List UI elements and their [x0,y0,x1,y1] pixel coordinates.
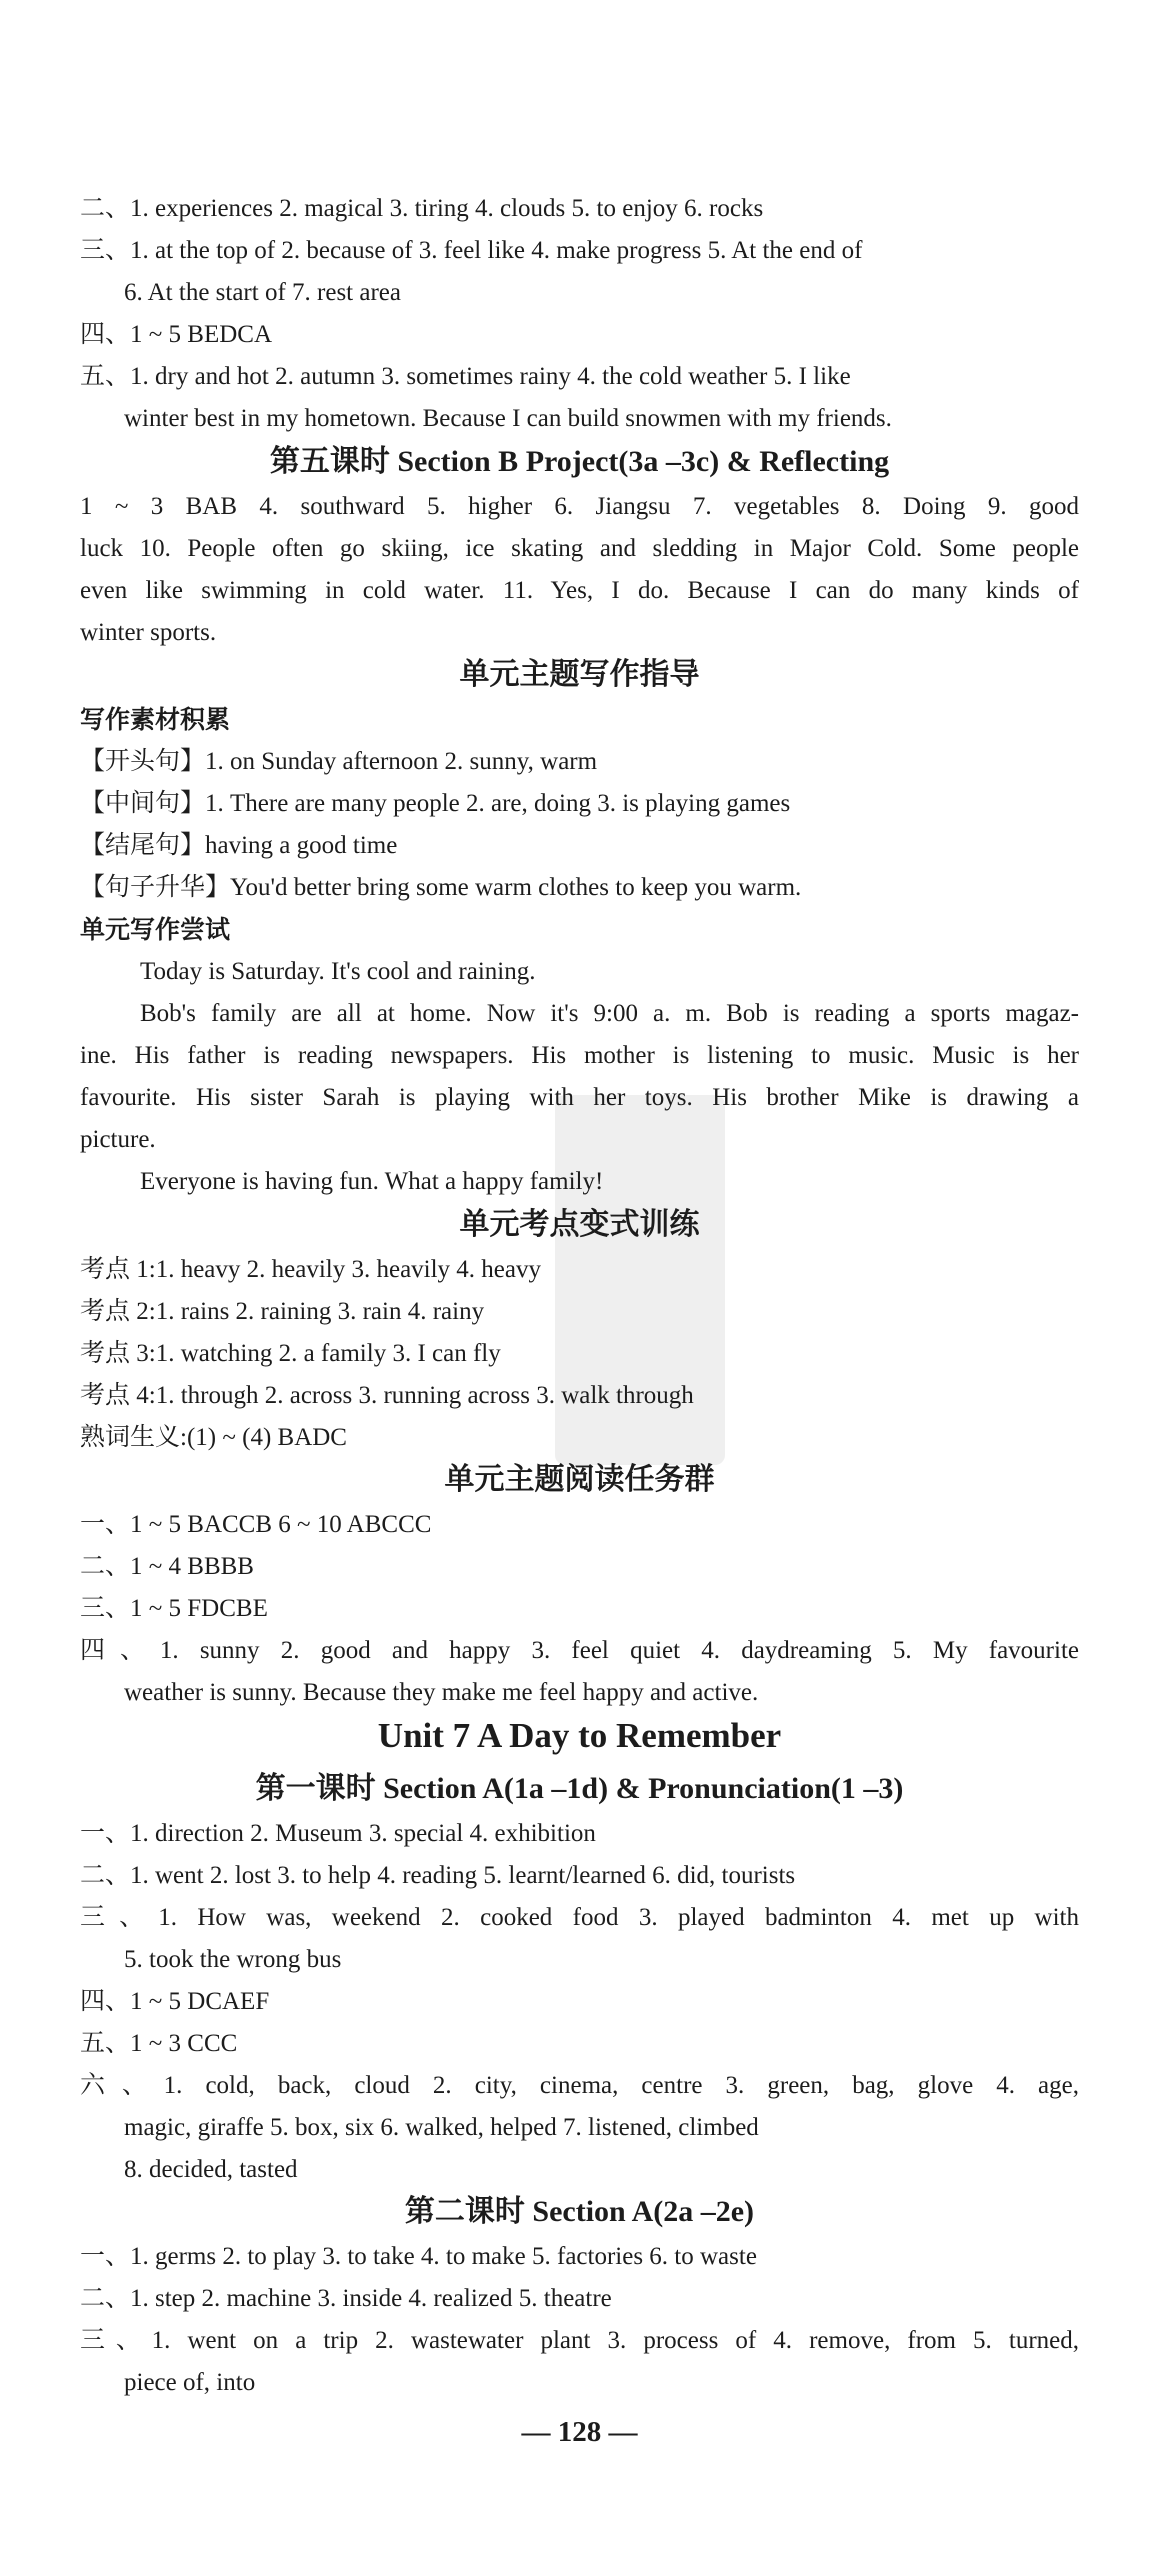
subsection-heading: 单元写作尝试 [80,915,231,944]
answer-line: 【开头句】1. on Sunday afternoon 2. sunny, warm [80,748,598,775]
answer-line: piece of, into [124,2369,256,2396]
answer-line: 一、1 ~ 5 BACCB 6 ~ 10 ABCCC [80,1511,432,1538]
answer-line: 一、1. direction 2. Museum 3. special 4. exhibition [80,1820,596,1847]
essay-line: picture. [80,1126,156,1153]
answer-line: 考点 3:1. watching 2. a family 3. I can fly [80,1340,501,1367]
section-heading: 第二课时 Section A(2a –2e) [404,2195,755,2228]
answer-line: 三、1 ~ 5 FDCBE [80,1595,268,1622]
answer-line: 四、1 ~ 5 BEDCA [80,321,273,348]
answer-line: 二、1. went 2. lost 3. to help 4. reading 5. learnt/learned 6. did, tourists [80,1862,796,1889]
section-heading: 单元主题阅读任务群 [444,1463,715,1496]
answer-line: 8. decided, tasted [124,2156,298,2183]
answer-line: 五、1 ~ 3 CCC [80,2030,238,2057]
page-number: — 128 — [521,2416,638,2448]
answer-line: 二、1 ~ 4 BBBB [80,1553,254,1580]
essay-line: Today is Saturday. It's cool and raining. [140,958,536,985]
essay-line: ine. His father is reading newspapers. His mother is listening to music. Music is her [80,1042,1079,1069]
unit-title: Unit 7 A Day to Remember [377,1716,782,1755]
answer-line: 6. At the start of 7. rest area [124,279,401,306]
subsection-heading: 写作素材积累 [80,705,231,734]
answer-line: 考点 1:1. heavy 2. heavily 3. heavily 4. heavy [80,1256,541,1283]
answer-line: 四、1 ~ 5 DCAEF [80,1988,270,2015]
answer-line: 1 ~ 3 BAB 4. southward 5. higher 6. Jiangsu 7. vegetables 8. Doing 9. good [80,493,1079,520]
essay-line: Bob's family are all at home. Now it's 9:00 a. m. Bob is reading a sports magaz- [140,1000,1079,1027]
answer-line: luck 10. People often go skiing, ice skating and sledding in Major Cold. Some people [80,535,1079,562]
section-heading: 第一课时 Section A(1a –1d) & Pronunciation(1 –3) [255,1772,904,1805]
answer-line: winter best in my hometown. Because I can build snowmen with my friends. [124,405,892,432]
answer-line: 【句子升华】You'd better bring some warm clothes to keep you warm. [80,874,802,901]
answer-line: 六、1. cold, back, cloud 2. city, cinema, centre 3. green, bag, glove 4. age, [80,2072,1079,2099]
answer-line: 考点 4:1. through 2. across 3. running across 3. walk through [80,1382,694,1409]
answer-line: 三、1. How was, weekend 2. cooked food 3. played badminton 4. met up with [80,1904,1079,1931]
answer-line: 二、1. experiences 2. magical 3. tiring 4. clouds 5. to enjoy 6. rocks [80,195,764,222]
answer-line: 五、1. dry and hot 2. autumn 3. sometimes rainy 4. the cold weather 5. I like [80,363,851,390]
essay-line: Everyone is having fun. What a happy family! [140,1168,604,1195]
answer-line: 一、1. germs 2. to play 3. to take 4. to make 5. factories 6. to waste [80,2243,757,2270]
answer-line: 三、1. at the top of 2. because of 3. feel like 4. make progress 5. At the end of [80,237,863,264]
answer-line: 四、1. sunny 2. good and happy 3. feel quiet 4. daydreaming 5. My favourite [80,1637,1079,1664]
answer-line: 三、1. went on a trip 2. wastewater plant 3. process of 4. remove, from 5. turned, [80,2327,1079,2354]
answer-line: magic, giraffe 5. box, six 6. walked, helped 7. listened, climbed [124,2114,759,2141]
section-heading: 单元主题写作指导 [459,658,700,691]
answer-line: 考点 2:1. rains 2. raining 3. rain 4. rainy [80,1298,485,1325]
section-heading: 单元考点变式训练 [459,1208,700,1241]
answer-line: 【结尾句】having a good time [80,832,398,859]
answer-line: weather is sunny. Because they make me feel happy and active. [124,1679,759,1706]
answer-line: even like swimming in cold water. 11. Yes, I do. Because I can do many kinds of [80,577,1079,604]
answer-line: 【中间句】1. There are many people 2. are, doing 3. is playing games [80,790,791,817]
answer-line: 5. took the wrong bus [124,1946,342,1973]
section-heading: 第五课时 Section B Project(3a –3c) & Reflecting [269,445,890,478]
essay-line: favourite. His sister Sarah is playing with her toys. His brother Mike is drawing a [80,1084,1079,1111]
answer-line: 二、1. step 2. machine 3. inside 4. realized 5. theatre [80,2285,612,2312]
answer-line: winter sports. [80,619,217,646]
answer-line: 熟词生义:(1) ~ (4) BADC [80,1424,347,1451]
